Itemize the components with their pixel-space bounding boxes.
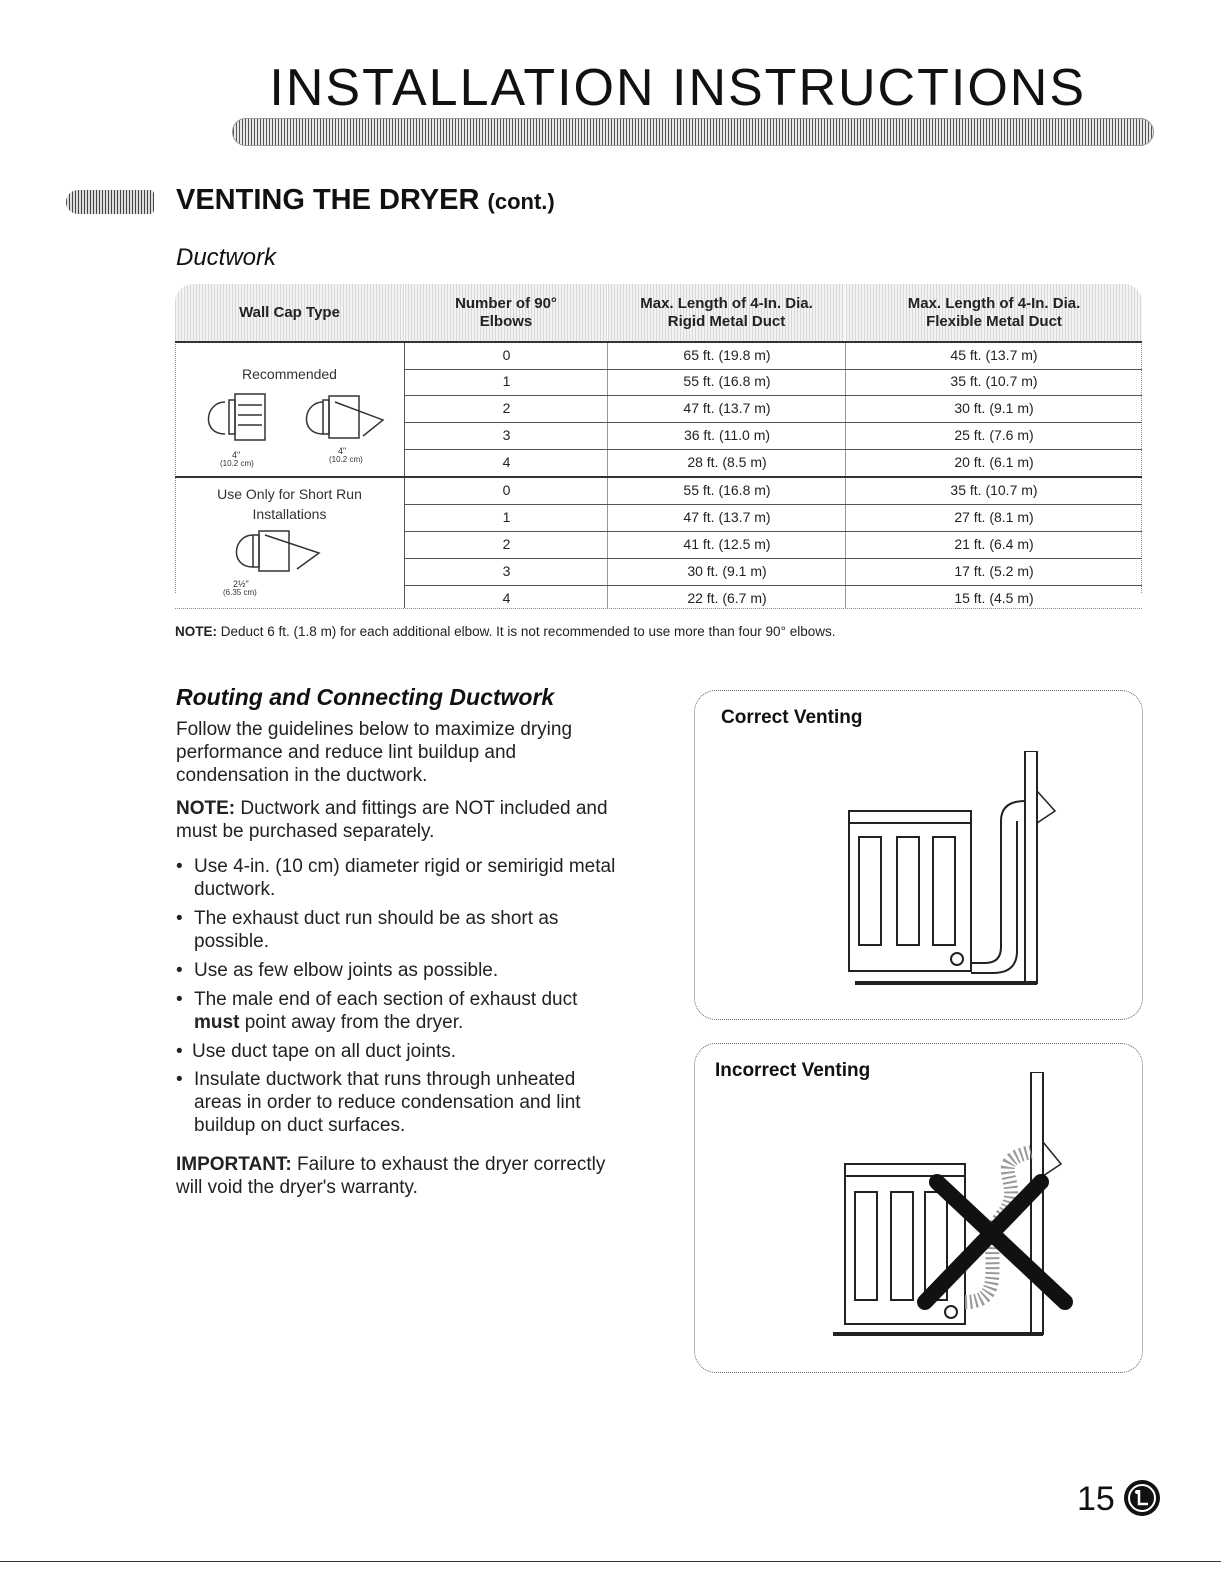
elbows-cell: 2 — [502, 400, 511, 416]
dim-label-6: (6.35 cm) — [223, 588, 257, 597]
section-marker-icon — [66, 190, 154, 214]
flexible-length-cell: 35 ft. (10.7 m) — [950, 482, 1038, 498]
elbows-cell: 3 — [502, 563, 511, 579]
flexible-length-cell: 21 ft. (6.4 m) — [954, 536, 1034, 552]
rigid-length-cell: 47 ft. (13.7 m) — [683, 400, 771, 416]
bullet-item: • The exhaust duct run should be as short as possible. — [176, 908, 559, 952]
lg-logo-icon — [1122, 1478, 1162, 1518]
bullet-item: • The male end of each section of exhaust duct must point away from the dryer. — [176, 989, 578, 1033]
table-row — [405, 397, 1142, 419]
table-row — [405, 506, 1142, 528]
correct-venting-label: Correct Venting — [721, 707, 863, 728]
rigid-length-cell: 65 ft. (19.8 m) — [683, 347, 771, 363]
wall-cap-short-run-label: Use Only for Short Run Installations — [217, 486, 362, 522]
flexible-length-cell: 25 ft. (7.6 m) — [954, 427, 1034, 443]
table-row — [405, 344, 1142, 366]
table-row — [405, 479, 1142, 501]
table-row — [405, 451, 1142, 473]
bullet-item: • Use as few elbow joints as possible. — [176, 960, 499, 981]
rigid-length-cell: 47 ft. (13.7 m) — [683, 509, 771, 525]
ductwork-table — [175, 284, 1142, 614]
flexible-length-cell: 35 ft. (10.7 m) — [950, 373, 1038, 389]
dim-label-5: 2½" — [233, 579, 249, 589]
rigid-length-cell: 30 ft. (9.1 m) — [687, 563, 767, 579]
table-row — [405, 560, 1142, 582]
table-row — [405, 533, 1142, 555]
page-header-title: INSTALLATION INSTRUCTIONS — [269, 59, 1086, 117]
section-title-suffix: (cont.) — [487, 189, 555, 214]
flexible-length-cell: 15 ft. (4.5 m) — [954, 590, 1034, 606]
recommended-wall-cap-icon — [195, 392, 395, 468]
rigid-length-cell: 55 ft. (16.8 m) — [683, 482, 771, 498]
correct-venting-illustration — [825, 751, 1065, 991]
routing-intro: Follow the guidelines below to maximize drying performance and reduce lint buildup and condensation in the ductwork. — [176, 719, 573, 786]
rigid-length-cell: 22 ft. (6.7 m) — [687, 590, 767, 606]
row-divider — [405, 531, 1142, 532]
elbows-cell: 1 — [502, 373, 511, 389]
incorrect-venting-label: Incorrect Venting — [715, 1060, 871, 1081]
important-note: IMPORTANT: Failure to exhaust the dryer correctly will void the dryer's warranty. — [176, 1154, 606, 1198]
section-title: VENTING THE DRYER (cont.) — [176, 184, 555, 216]
column-header-wall-cap: Wall Cap Type — [175, 284, 404, 341]
row-divider — [405, 585, 1142, 586]
row-divider — [405, 449, 1142, 450]
flexible-length-cell: 17 ft. (5.2 m) — [954, 563, 1034, 579]
row-divider — [405, 504, 1142, 505]
elbows-cell: 0 — [502, 482, 511, 498]
table-note: NOTE: Deduct 6 ft. (1.8 m) for each additional elbow. It is not recommended to use more than four 90° elbows. — [175, 624, 836, 639]
bullet-item: • Insulate ductwork that runs through unheated areas in order to reduce condensation and lint buildup on duct surfaces. — [176, 1069, 581, 1136]
column-header-rigid: Max. Length of 4-In. Dia. Rigid Metal Duct — [608, 284, 845, 341]
incorrect-venting-figure — [694, 1043, 1143, 1373]
ductwork-heading: Ductwork — [176, 244, 277, 271]
elbows-cell: 2 — [502, 536, 511, 552]
row-divider — [405, 395, 1142, 396]
footer-rule — [0, 1561, 1221, 1562]
flexible-length-cell: 27 ft. (8.1 m) — [954, 509, 1034, 525]
short-run-wall-cap-icon — [215, 529, 355, 599]
bullet-item: • Use duct tape on all duct joints. — [176, 1041, 457, 1062]
table-group-rule — [175, 476, 1142, 478]
header-decorative-bar — [232, 118, 1154, 146]
table-row — [405, 587, 1142, 609]
elbows-cell: 4 — [502, 590, 511, 606]
routing-note: NOTE: Ductwork and fittings are NOT included and must be purchased separately. — [176, 798, 608, 842]
wall-cap-recommended-label: Recommended — [242, 366, 337, 382]
table-row — [405, 370, 1142, 392]
rigid-length-cell: 28 ft. (8.5 m) — [687, 454, 767, 470]
flexible-length-cell: 20 ft. (6.1 m) — [954, 454, 1034, 470]
bullet-item: • Use 4-in. (10 cm) diameter rigid or semirigid metal ductwork. — [176, 856, 616, 900]
page-number: 15 — [1077, 1480, 1115, 1518]
elbows-cell: 3 — [502, 427, 511, 443]
rigid-length-cell: 36 ft. (11.0 m) — [683, 427, 771, 443]
dim-label-4: (10.2 cm) — [329, 455, 363, 464]
column-header-elbows: Number of 90° Elbows — [405, 284, 607, 341]
dim-label-2: (10.2 cm) — [220, 459, 254, 468]
row-divider — [405, 558, 1142, 559]
correct-venting-figure — [694, 690, 1143, 1020]
elbows-cell: 1 — [502, 509, 511, 525]
routing-heading: Routing and Connecting Ductwork — [176, 684, 555, 710]
dim-label-3: 4" — [338, 446, 347, 456]
table-row — [405, 424, 1142, 446]
elbows-cell: 4 — [502, 454, 511, 470]
rigid-length-cell: 41 ft. (12.5 m) — [683, 536, 771, 552]
flexible-length-cell: 30 ft. (9.1 m) — [954, 400, 1034, 416]
table-header-rule — [175, 341, 1142, 343]
dim-label-1: 4" — [232, 450, 241, 460]
column-header-flexible: Max. Length of 4-In. Dia. Flexible Metal Duct — [846, 284, 1142, 341]
flexible-length-cell: 45 ft. (13.7 m) — [950, 347, 1038, 363]
rigid-length-cell: 55 ft. (16.8 m) — [683, 373, 771, 389]
elbows-cell: 0 — [502, 347, 511, 363]
incorrect-venting-illustration — [825, 1072, 1075, 1352]
row-divider — [405, 422, 1142, 423]
